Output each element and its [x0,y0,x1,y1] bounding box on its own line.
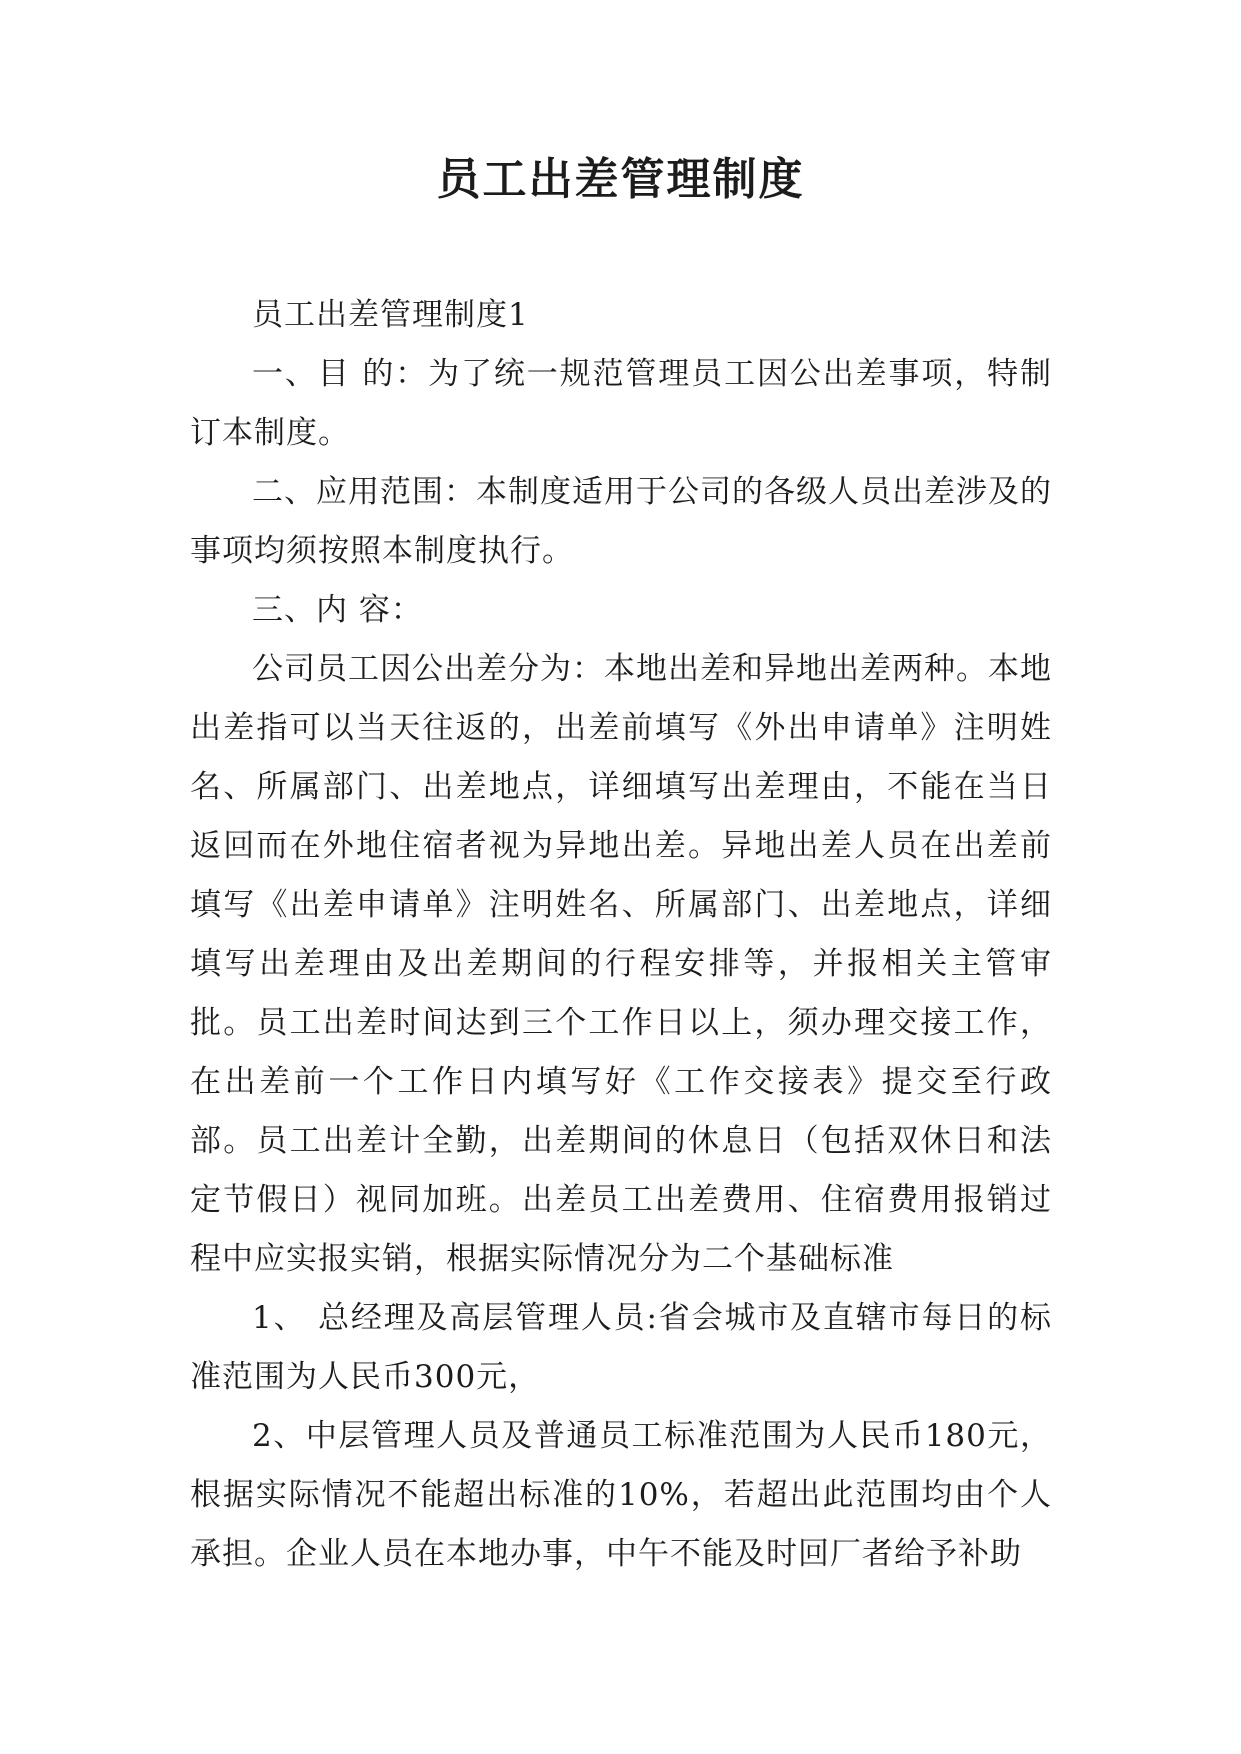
paragraph-standard-1: 1、 总经理及高层管理人员:省会城市及直辖市每日的标准范围为人民币300元， [190,1300,1052,1395]
paragraph-scope: 二、应用范围：本制度适用于公司的各级人员出差涉及的事项均须按照本制度执行。 [190,474,1052,569]
paragraph-content-body: 公司员工因公出差分为：本地出差和异地出差两种。本地出差指可以当天往返的，出差前填写《外出申请单》注明姓名、所属部门、出差地点，详细填写出差理由，不能在当日返回而在外地住宿者视为异地出差。异地出差人员在出差前填写《出差申请单》注明姓名、所属部门、出差地点，详细填写出差理由及出差期间的行程安排等，并报相关主管审批。员工出差时间达到三个工作日以上，须办理交接工作，在出差前一个工作日内填写好《工作交接表》提交至行政部。员工出差计全勤，出差期间的休息日（包括双休日和法定节假日）视同加班。出差员工出差费用、住宿费用报销过程中应实报实销，根据实际情况分为二个基础标准 [190,651,1052,1277]
paragraph-purpose: 一、目 的：为了统一规范管理员工因公出差事项，特制订本制度。 [190,356,1052,451]
document-body [190,286,1052,1584]
document-title: 员工出差管理制度 [436,154,805,205]
paragraph-standard-2: 2、中层管理人员及普通员工标准范围为人民币180元，根据实际情况不能超出标准的10%，若超出此范围均由个人承担。企业人员在本地办事，中午不能及时回厂者给予补助 [190,1418,1052,1572]
paragraph-content-heading: 三、内 容： [252,592,423,628]
section-heading: 员工出差管理制度1 [252,297,529,333]
